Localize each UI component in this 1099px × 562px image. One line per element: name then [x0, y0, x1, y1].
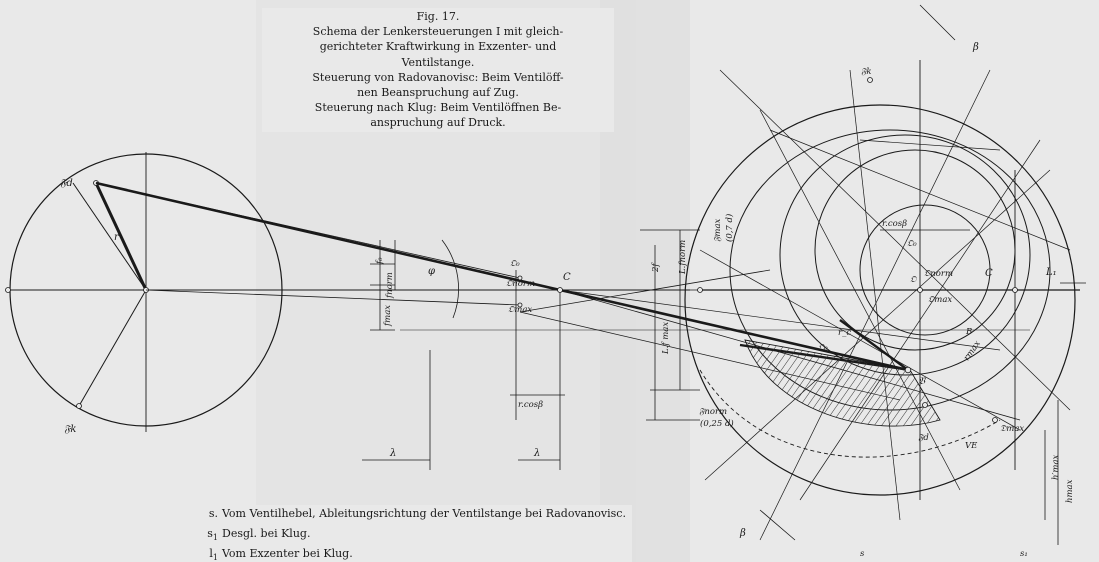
caption-line-3: Ventilstange.	[401, 55, 475, 69]
caption-line-1: Schema der Lenkersteuerungen I mit gleich-	[312, 25, 564, 39]
label-v: 𝔙	[918, 376, 925, 387]
label-rcosb-right: r.cosβ	[882, 219, 907, 229]
label-s1: s₁	[1020, 549, 1028, 559]
caption-line-4: Steuerung von Radovanovisc: Beim Ventilöff-	[312, 70, 564, 84]
label-fmax-right-sub: (0,7 d)	[725, 213, 735, 242]
label-s: s	[860, 549, 865, 559]
radius-line-fd	[73, 183, 146, 290]
caption-line-5: nen Beanspruchung auf Zug.	[357, 86, 519, 100]
label-hmax2: h′max	[1051, 454, 1061, 480]
label-beta-2: β	[740, 528, 746, 539]
figure-caption	[262, 8, 614, 132]
legend-row	[196, 506, 626, 526]
legend-text: Vom Exzenter bei Klug.	[222, 547, 353, 561]
legend-text: Vom Ventilhebel, Ableitungsrichtung der Ventilstange bei Radovanovisc.	[222, 507, 626, 520]
label-fnorm-right: 𝔉norm	[699, 407, 728, 417]
label-oo-right: 𝔒₀	[907, 239, 917, 249]
label-rc: r_c	[838, 328, 852, 338]
label-omax: 𝔒max	[508, 305, 533, 315]
label-b: B	[966, 327, 973, 337]
right-valve-geometry	[685, 5, 1086, 545]
label-fmax-right: 𝔉max	[713, 218, 723, 242]
valve-circle-large	[685, 105, 1075, 495]
caption-line-7: anspruchung auf Druck.	[370, 116, 506, 130]
label-2f: 2f	[651, 263, 661, 272]
label-dmax: 𝔇max	[1000, 424, 1025, 434]
crank-r	[96, 183, 146, 290]
label-oo-low: 𝔒₀	[818, 343, 828, 353]
label-r: r	[114, 232, 119, 243]
legend-row	[196, 526, 626, 546]
label-onorm: 𝔒norm	[506, 279, 536, 289]
label-c-right: C	[985, 268, 993, 279]
label-omax-right: 𝔒max	[928, 295, 953, 305]
caption-title: Fig. 17.	[416, 10, 460, 23]
legend-key: $l_1$	[209, 547, 218, 562]
label-rcosb: r.cosβ	[518, 400, 543, 410]
legend-row	[196, 546, 626, 562]
label-oo: 𝔒₀	[510, 259, 520, 269]
label-lambda-2: λ	[534, 448, 541, 459]
label-fk-right: 𝔉k	[861, 67, 872, 77]
label-fnorm: fnorm	[385, 272, 395, 298]
hatched-region	[745, 340, 940, 426]
label-ve: VE	[965, 441, 978, 451]
legend-key: $s_1$	[207, 527, 218, 543]
label-phi: φ	[428, 266, 436, 277]
label-beta: β	[973, 42, 979, 53]
label-fnorm-right-sub: (0,25 d)	[700, 419, 734, 429]
label-rmax: rmax	[962, 339, 983, 363]
caption-line-2: gerichteter Kraftwirkung in Exzenter- und	[319, 40, 557, 54]
label-lfnorm: L.fnorm	[678, 239, 688, 274]
label-fmax: fmax	[383, 304, 393, 326]
label-fk: 𝔉k	[64, 424, 77, 435]
label-onorm-right: 𝔒norm	[924, 269, 954, 279]
legend-key: s.	[208, 507, 218, 520]
label-c: C	[563, 272, 571, 283]
legend-text: Desgl. bei Klug.	[222, 527, 311, 541]
label-l1: L₁	[1046, 267, 1057, 278]
label-lfmax: L.f max	[661, 321, 671, 354]
radius-line-fk	[79, 290, 146, 406]
label-fo: f₀	[375, 257, 385, 264]
label-o-right: 𝔒	[910, 275, 917, 285]
label-fd-right: 𝔉d	[918, 433, 929, 443]
caption-line-6: Steuerung nach Klug: Beim Ventilöffnen Be-	[314, 101, 562, 115]
label-fd: 𝔉d	[60, 178, 73, 189]
valve-ellipse-2	[780, 135, 1030, 375]
label-hmax: hmax	[1065, 479, 1075, 503]
figure-legend	[196, 505, 632, 562]
label-lambda-1: λ	[390, 448, 397, 459]
valve-ellipse-3	[815, 150, 1015, 350]
